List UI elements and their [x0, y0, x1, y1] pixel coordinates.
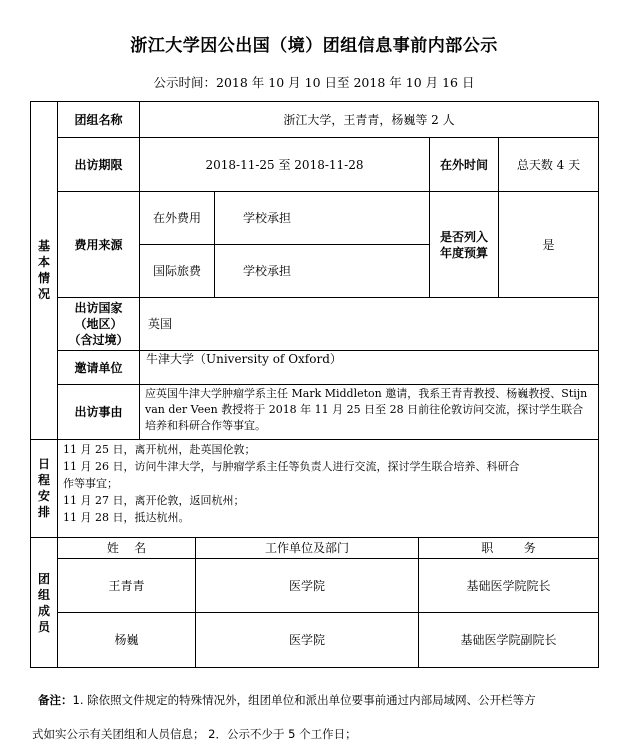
budget-label-line1: 是否列入 [439, 229, 488, 244]
header-title: 职 务 [481, 541, 536, 555]
header-name: 姓 名 [106, 541, 147, 555]
schedule-line: 11 月 28 日，抵达杭州。 [63, 511, 190, 524]
abroad-time-label: 在外时间 [439, 157, 488, 172]
intl-travel-label: 国际旅费 [152, 264, 201, 278]
member-name: 杨巍 [114, 633, 139, 647]
inviter-value: 牛津大学（University of Oxford） [146, 352, 342, 366]
char: 组 [37, 587, 50, 602]
schedule-line: 11 月 25 日，离开杭州，赴英国伦敦； [63, 443, 256, 456]
country-label-line3: （含过境） [68, 333, 129, 347]
schedule-list [63, 441, 593, 526]
char: 况 [37, 287, 50, 301]
member-unit: 医学院 [288, 633, 325, 647]
group-name-value: 浙江大学，王青青，杨巍等 2 人 [283, 112, 455, 127]
country-label-line2: （地区） [74, 317, 123, 331]
char: 情 [37, 271, 50, 285]
country-value: 英国 [148, 317, 173, 331]
budget-value: 是 [542, 237, 555, 252]
group-name-label: 团组名称 [74, 112, 123, 127]
abroad-cost-value: 学校承担 [243, 211, 292, 225]
member-unit: 医学院 [288, 578, 325, 593]
member-name: 王青青 [108, 578, 145, 593]
remarks-label: 备注： [38, 693, 73, 707]
abroad-cost-label: 在外费用 [152, 211, 201, 225]
purpose-value: 应英国牛津大学肿瘤学系主任 Mark Middleton 邀请，我系王青青教授、杨巍教授、Stijn van der Veen 教授将于 2018 年 11 月 25 日至 28 日前往伦敦访问交流，探讨学生联合培养和科研合作等事宜。 [145, 387, 588, 432]
char: 本 [37, 255, 50, 269]
country-label [58, 298, 139, 350]
char: 安 [37, 489, 50, 503]
budget-label [430, 192, 498, 297]
header-unit: 工作单位及部门 [264, 541, 349, 555]
char: 排 [37, 505, 50, 519]
period-label: 出访期限 [74, 157, 123, 172]
section-label-schedule [30, 439, 58, 537]
char: 员 [37, 619, 50, 634]
char: 程 [37, 473, 50, 487]
char: 团 [37, 571, 50, 586]
inviter-label: 邀请单位 [74, 360, 123, 375]
member-title: 基础医学院院长 [466, 578, 551, 593]
section-label-members [30, 537, 58, 668]
member-title: 基础医学院副院长 [460, 633, 557, 647]
char: 成 [37, 603, 50, 618]
remarks-line2: 式如实公示有关团组和人员信息； 2．公示不少于 5 个工作日； [32, 727, 357, 741]
schedule-line: 11 月 26 日，访问牛津大学，与肿瘤学系主任等负责人进行交流，探讨学生联合培养、科研合 [63, 460, 520, 473]
remarks [32, 683, 618, 751]
abroad-time-value: 总天数 4 天 [516, 157, 581, 172]
publish-time: 公示时间：2018 年 10 月 10 日至 2018 年 10 月 16 日 [153, 75, 475, 90]
schedule-line: 11 月 27 日，离开伦敦，返回杭州； [63, 494, 245, 507]
remarks-text1: 1. 除依照文件规定的特殊情况外，组团单位和派出单位要事前通过内部局域网、公开栏等方 [72, 693, 536, 707]
period-value: 2018-11-25 至 2018-11-28 [205, 157, 364, 172]
table-border-bottom [30, 667, 599, 668]
purpose-label: 出访事由 [74, 405, 123, 419]
divider-basic-schedule [30, 439, 599, 440]
remarks-line1 [38, 683, 618, 717]
page-title: 浙江大学因公出国（境）团组信息事前内部公示 [130, 36, 498, 56]
cost-source-label: 费用来源 [74, 237, 123, 252]
char: 日 [37, 457, 50, 471]
country-label-line1: 出访国家 [74, 301, 123, 315]
schedule-line: 作等事宜； [63, 477, 118, 490]
char: 基 [37, 239, 50, 253]
intl-travel-value: 学校承担 [243, 264, 292, 278]
section-label-basic [30, 101, 58, 439]
budget-label-line2: 年度预算 [439, 245, 488, 260]
